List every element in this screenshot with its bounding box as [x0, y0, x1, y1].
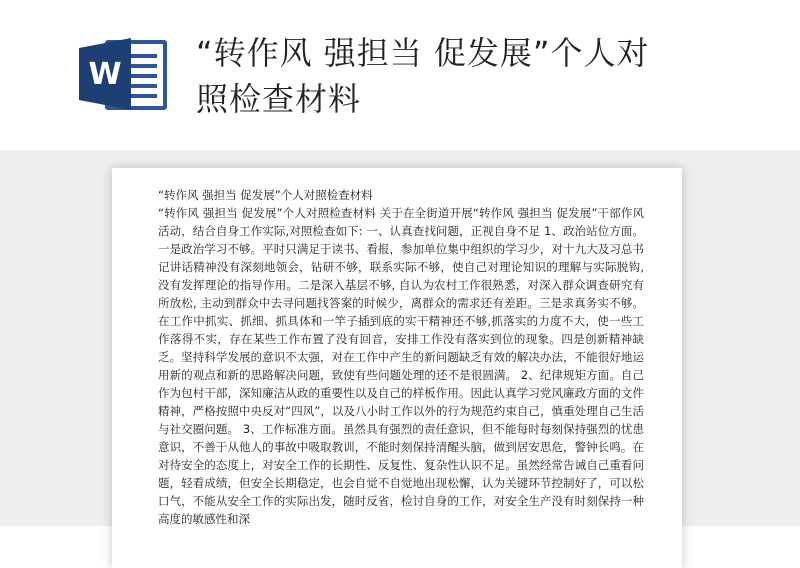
svg-text:W: W: [88, 57, 122, 92]
word-icon: [75, 34, 171, 114]
document-heading: “转作风 强担当 促发展”个人对照检查材料: [158, 188, 373, 202]
document-page: [112, 168, 682, 568]
document-body: “转作风 强担当 促发展”个人对照检查材料 关于在全街道开展“转作风 强担当 促发展”干部作风活动，结合自身工作实际,对照检查如下: 一、认真查找问题，正视自身不足 1、政治站位方面。一是政治学习不够。平时只满足于读书、看报，参加单位集中组织的学习少，对十九大及习总书记讲话精神没有深刻地领会，钻研不够，联系实际不够，使自己对理论知识的理解与实际脱钩, 没有发挥理论的指导作用。二是深入基层不够, 自认为农村工作很熟悉，对深入群众调查研究有所放松, 主动到群众中去寻问题找答案的时候少，离群众的需求还有差距。三是求真务实不够。在工作中抓实、抓细、抓具体和一竿子插到底的实干精神还不够,抓落实的力度不大，使一些工作落得不实，存在某些工作布置了没有回音，安排工作没有落实到位的现象。四是创新精神缺乏。坚持科学发展的意识不太强，对在工作中产生的新问题缺乏有效的解决办法，不能很好地运用新的观点和新的思路解决问题，致使有些问题处理的还不是很圆满。 2、纪律规矩方面。自己作为包村干部，深知廉洁从政的重要性以及自己的样板作用。因此认真学习党风廉政方面的文件精神，严格按照中央反对“四风”，以及八小时工作以外的行为规范约束自己，慎重处理自己生活与社交圈问题。 3、工作标准方面。虽然具有强烈的责任意识，但不能每时每刻保持强烈的忧患意识，不善于从他人的事故中吸取教训，不能时刻保持清醒头脑，做到居安思危，警钟长鸣。在对待安全的态度上，对安全工作的长期性、反复性、复杂性认识不足。虽然经常告诫自己重看问题，轻看成绩，但安全长期稳定，也会自觉不自觉地出现松懈，认为关键环节控制好了，可以松口气，不能从安全工作的实际出发，随时反省，检讨自身的工作，对安全生产没有时刻保持一种高度的敏感性和深: [158, 206, 644, 526]
header: [0, 0, 800, 150]
document-content: [158, 186, 644, 528]
document-title: “转作风 强担当 促发展”个人对照检查材料: [196, 34, 650, 118]
